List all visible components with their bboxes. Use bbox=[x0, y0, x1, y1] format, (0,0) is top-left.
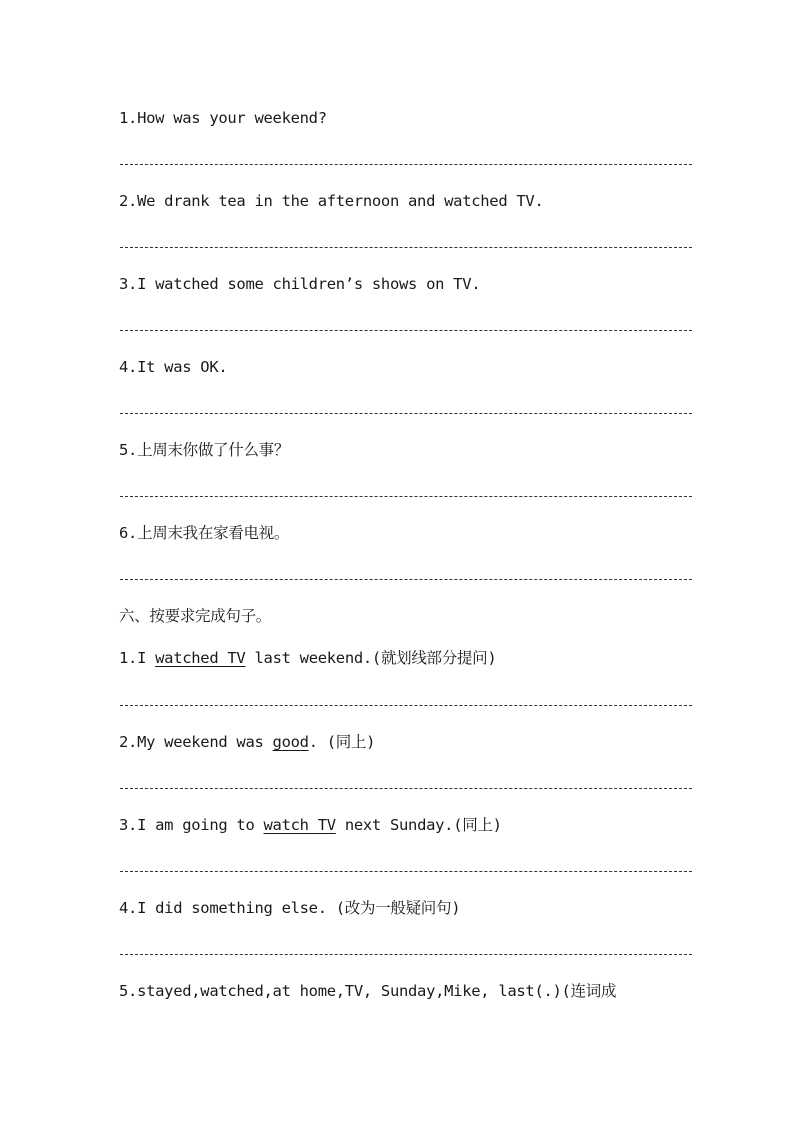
task-3-pre: 3.I am going to bbox=[119, 816, 264, 834]
question-1: 1.How was your weekend? bbox=[119, 109, 327, 127]
task-2 bbox=[119, 731, 691, 753]
task-answer-line-1[interactable] bbox=[120, 705, 692, 706]
answer-line-6[interactable] bbox=[120, 579, 692, 580]
task-1-underlined: watched TV bbox=[155, 649, 246, 667]
answer-line-2[interactable] bbox=[120, 247, 692, 248]
question-4: 4.It was OK. bbox=[119, 358, 228, 376]
question-2: 2.We drank tea in the afternoon and watched TV. bbox=[119, 192, 544, 210]
question-5: 5.上周末你做了什么事？ bbox=[119, 441, 290, 459]
task-3-post: next Sunday.(同上) bbox=[335, 816, 502, 834]
task-3 bbox=[119, 814, 691, 836]
task-answer-line-3[interactable] bbox=[120, 871, 692, 872]
task-answer-line-4[interactable] bbox=[120, 954, 692, 955]
question-6: 6.上周末我在家看电视。 bbox=[119, 524, 290, 542]
answer-line-1[interactable] bbox=[120, 164, 692, 165]
task-2-underlined: good bbox=[272, 733, 309, 751]
question-3: 3.I watched some children’s shows on TV. bbox=[119, 275, 481, 293]
task-4: 4.I did something else. (改为一般疑问句) bbox=[119, 899, 461, 917]
answer-line-4[interactable] bbox=[120, 413, 692, 414]
answer-line-3[interactable] bbox=[120, 330, 692, 331]
task-5: 5.stayed,watched,at home,TV, Sunday,Mike, last(.)(连词成 bbox=[119, 982, 617, 1000]
section-6-heading: 六、按要求完成句子。 bbox=[119, 607, 272, 625]
task-1-post: last weekend.(就划线部分提问) bbox=[245, 649, 497, 667]
task-2-post: . (同上) bbox=[308, 733, 376, 751]
task-1-pre: 1.I bbox=[119, 649, 156, 667]
answer-line-5[interactable] bbox=[120, 496, 692, 497]
task-2-pre: 2.My weekend was bbox=[119, 733, 273, 751]
task-3-underlined: watch TV bbox=[263, 816, 336, 834]
task-1 bbox=[119, 647, 691, 669]
task-answer-line-2[interactable] bbox=[120, 788, 692, 789]
